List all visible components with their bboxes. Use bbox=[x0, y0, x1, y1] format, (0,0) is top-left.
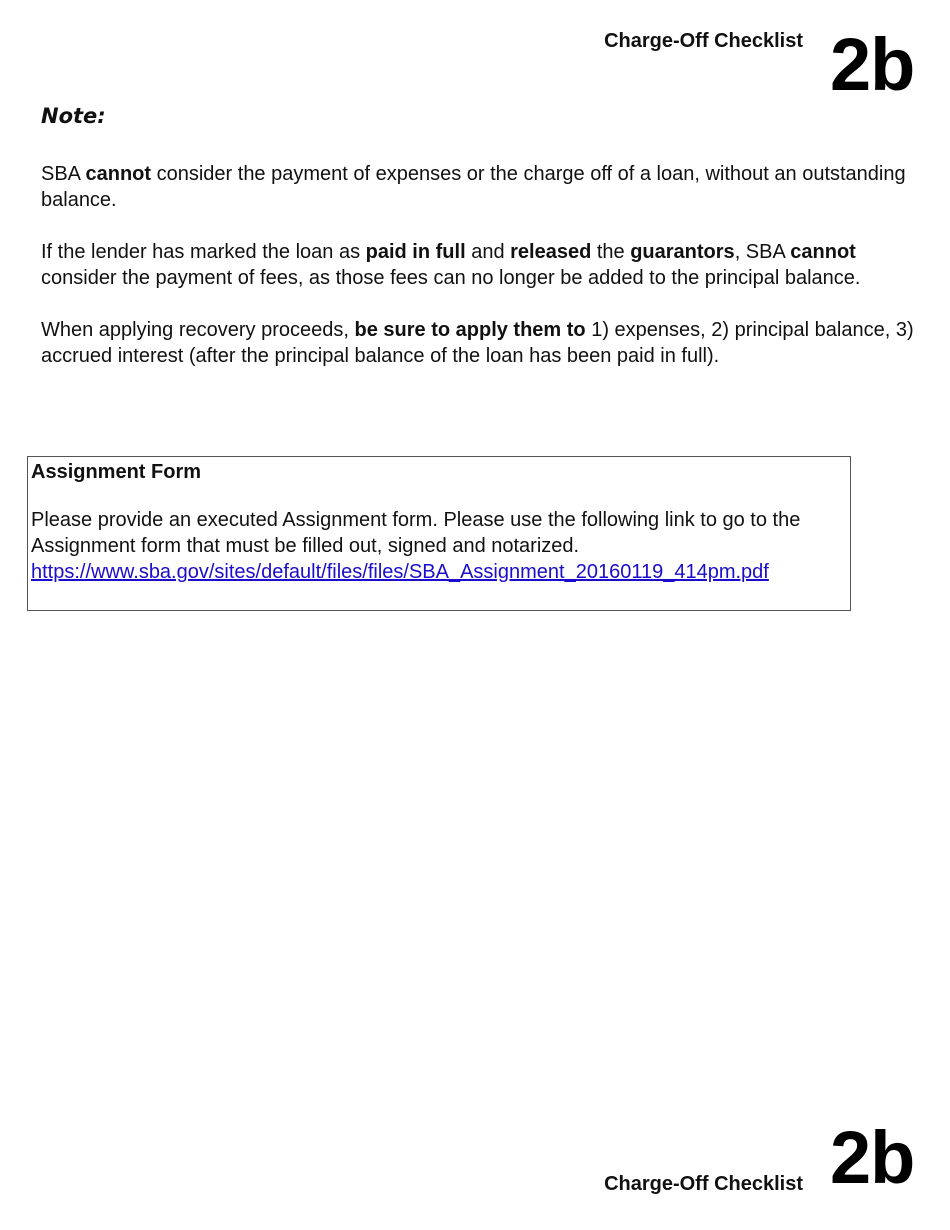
note-p2-bold: cannot bbox=[790, 241, 856, 263]
note-p2-text: consider the payment of fees, as those fees can no longer be added to the principal balance. bbox=[41, 267, 861, 289]
note-p2-text: If the lender has marked the loan as bbox=[41, 241, 366, 263]
note-p1-text: SBA bbox=[41, 163, 86, 185]
note-p2-bold: released bbox=[510, 241, 592, 263]
note-p3-text: 1) expenses, 2) principal balance, 3) accrued interest (after the principal balance of the loan has been paid in full). bbox=[41, 319, 914, 367]
header-section-code: 2b bbox=[830, 23, 915, 106]
note-paragraph-1 bbox=[41, 161, 926, 213]
note-paragraph-3 bbox=[41, 317, 926, 369]
assignment-form-instructions: Please provide an executed Assignment form. Please use the following link to go to the Assignment form that must be filled out, signed and notarized. bbox=[31, 509, 801, 557]
note-p2-bold: guarantors bbox=[630, 241, 735, 263]
header-title: Charge-Off Checklist bbox=[604, 30, 803, 52]
note-p2-text: the bbox=[591, 241, 631, 263]
note-paragraph-2 bbox=[41, 239, 926, 291]
note-p2-text: , SBA bbox=[734, 241, 791, 263]
assignment-form-box bbox=[27, 456, 851, 611]
note-p2-text: and bbox=[465, 241, 511, 263]
note-p1-bold: cannot bbox=[85, 163, 152, 185]
assignment-form-title: Assignment Form bbox=[31, 461, 202, 483]
note-p1-text: consider the payment of expenses or the charge off of a loan, without an outstanding balance. bbox=[41, 163, 906, 211]
note-p2-bold: paid in full bbox=[365, 241, 466, 263]
note-p3-text: When applying recovery proceeds, bbox=[41, 319, 355, 341]
assignment-form-body bbox=[31, 507, 841, 585]
assignment-form-link[interactable]: https://www.sba.gov/sites/default/files/files/SBA_Assignment_20160119_414pm.pdf bbox=[31, 561, 769, 583]
footer-title: Charge-Off Checklist bbox=[604, 1173, 803, 1195]
footer-section-code: 2b bbox=[830, 1116, 915, 1199]
note-heading: Note: bbox=[41, 104, 106, 128]
note-p3-bold: be sure to apply them to bbox=[354, 319, 586, 341]
